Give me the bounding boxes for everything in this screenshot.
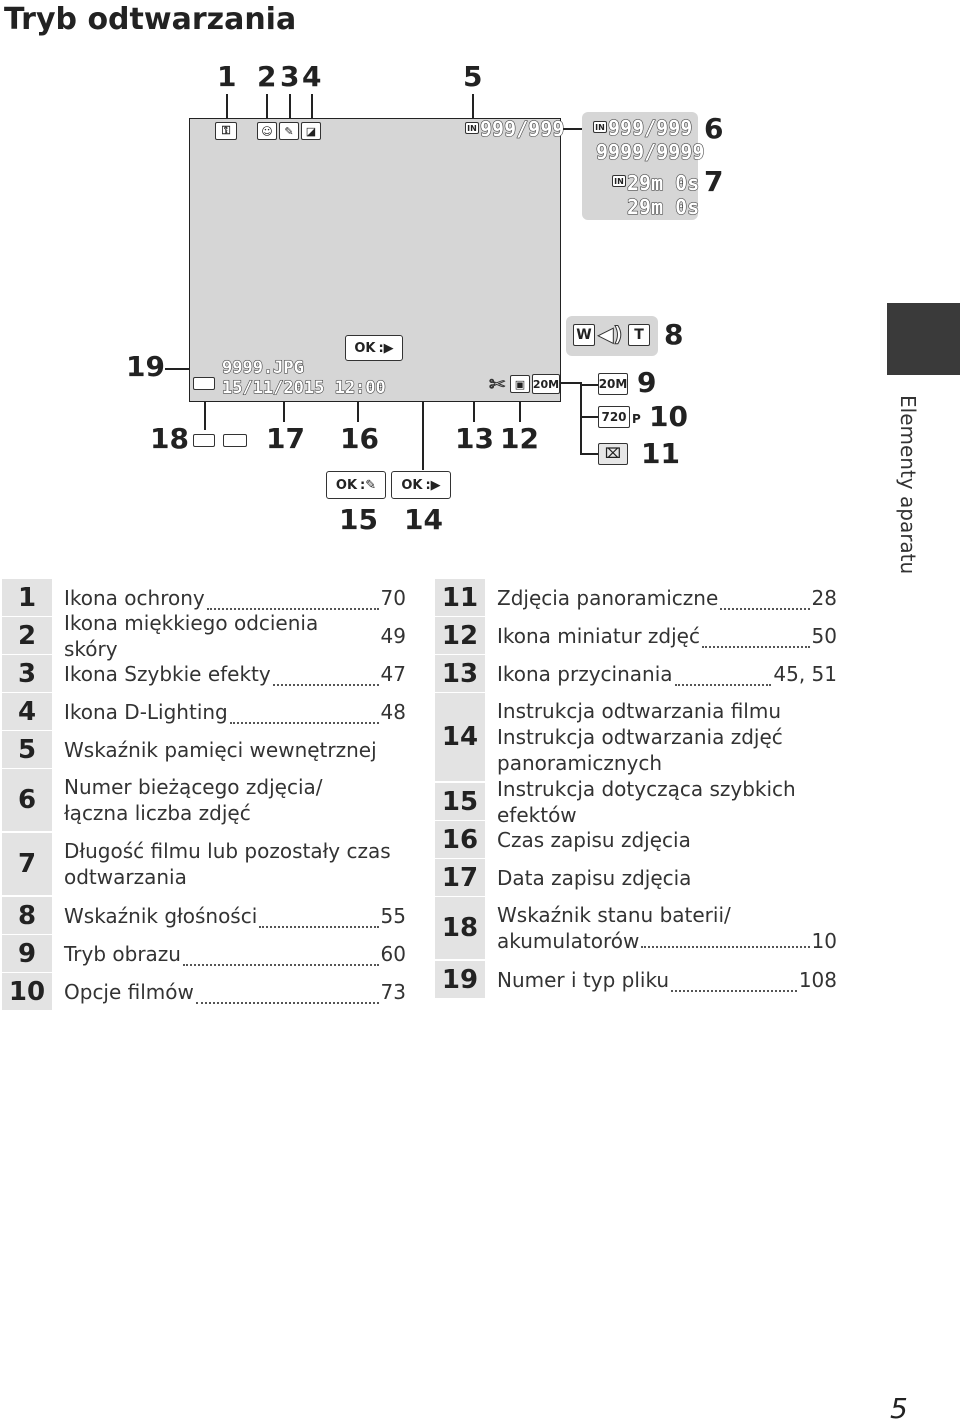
legend-entry (485, 617, 837, 654)
legend-entry (485, 776, 837, 827)
legend-number: 12 (435, 617, 485, 654)
ok-label: OK (335, 477, 358, 493)
legend-text: Ikona D-Lighting (64, 699, 228, 724)
legend-text-line2: łączna liczba zdjęć (64, 801, 251, 825)
callout-9: 9 (637, 366, 657, 399)
movie-options-icon: 720 (598, 406, 630, 428)
section-tab (887, 303, 960, 375)
frame-count: 999/999 (480, 117, 565, 141)
leader-line (266, 94, 268, 119)
image-mode-icon: 20M (598, 373, 628, 395)
protect-icon: ⚿ (215, 122, 237, 140)
legend-entry (52, 655, 406, 692)
legend-text: Wskaźnik głośności (64, 903, 258, 928)
legend-page[interactable]: 73 (380, 979, 406, 1004)
callout-15: 15 (339, 503, 378, 536)
legend-text: Wskaźnik stanu baterii/ (497, 903, 731, 927)
legend-row (435, 776, 837, 827)
legend-row (2, 731, 406, 768)
legend-number: 9 (2, 935, 52, 972)
legend-entry (485, 821, 837, 858)
callout-4: 4 (302, 60, 322, 93)
battery-icon (193, 377, 215, 390)
legend-entry (52, 935, 406, 972)
legend-number: 17 (435, 859, 485, 896)
legend-row (435, 897, 837, 959)
legend-row (435, 693, 837, 781)
quick-effects-icon: ✎ (279, 122, 299, 140)
legend-entry (52, 610, 406, 661)
image-mode-screen-icon: 20M (532, 374, 560, 394)
legend-row (2, 693, 406, 730)
legend-entry (485, 961, 837, 998)
battery-low-icon (223, 434, 247, 447)
legend-page[interactable]: 47 (380, 661, 406, 686)
legend-text: Numer i typ pliku (497, 967, 670, 992)
callout-2: 2 (257, 60, 277, 93)
internal-memory-icon: IN (593, 121, 607, 133)
play-icon: :▶ (378, 340, 394, 356)
page-number: 5 (890, 1392, 908, 1425)
callout-12: 12 (500, 422, 539, 455)
legend-page[interactable]: 10 (811, 929, 837, 953)
legend-entry (485, 655, 837, 692)
leader-line (226, 94, 228, 119)
legend-row (435, 859, 837, 896)
legend-text: Instrukcja dotycząca szybkich efektów (497, 776, 796, 827)
legend-number: 18 (435, 897, 485, 959)
date-time: 15/11/2015 12:00 (222, 378, 386, 398)
remaining-time: 29m 0s (627, 195, 700, 219)
legend-text: Ikona miniatur zdjęć (497, 623, 700, 648)
callout-11: 11 (641, 437, 680, 470)
page-title: Tryb odtwarzania (4, 2, 297, 37)
leader-line (580, 382, 582, 454)
legend-row (435, 961, 837, 998)
movie-length: 29m 0s (627, 171, 700, 195)
legend-page[interactable]: 55 (380, 903, 406, 928)
legend-number: 14 (435, 693, 485, 781)
ok-label: OK (401, 477, 423, 493)
legend-row (2, 610, 406, 661)
internal-memory-icon: IN (612, 175, 626, 187)
ok-label: OK (354, 340, 376, 356)
legend-text-line2: odtwarzania (64, 865, 187, 889)
legend-page[interactable]: 108 (798, 967, 837, 992)
movie-play-guide (391, 471, 451, 499)
leader-line (580, 453, 598, 455)
legend-text-line2: Instrukcja odtwarzania zdjęć (497, 725, 783, 749)
legend-row (2, 769, 406, 831)
zoom-tele-icon: T (628, 324, 650, 346)
internal-memory-icon: IN (465, 122, 479, 134)
legend-row (435, 617, 837, 654)
callout-3: 3 (280, 60, 300, 93)
leader-line (311, 94, 313, 119)
legend-entry (52, 833, 406, 895)
legend-entry (52, 973, 406, 1010)
zoom-wide-icon: W (573, 324, 595, 346)
callout-1: 1 (217, 60, 237, 93)
legend-number: 13 (435, 655, 485, 692)
legend-page[interactable]: 48 (380, 699, 406, 724)
legend-row (435, 579, 837, 616)
legend-entry (52, 731, 406, 768)
legend-text: Opcje filmów (64, 979, 194, 1004)
leader-line (558, 382, 582, 384)
legend-text: Ikona Szybkie efekty (64, 661, 271, 686)
legend-text: Ikona miękkiego odcienia skóry (64, 610, 319, 661)
legend-number: 5 (2, 731, 52, 768)
callout-19: 19 (126, 350, 165, 383)
callout-16: 16 (340, 422, 379, 455)
legend-number: 4 (2, 693, 52, 730)
legend-number: 6 (2, 769, 52, 831)
legend-number: 1 (2, 579, 52, 616)
legend-number: 16 (435, 821, 485, 858)
quick-effects-icon: :✎ (360, 477, 377, 493)
legend-page[interactable]: 45, 51 (773, 661, 837, 686)
legend-entry (52, 769, 406, 831)
legend-number: 7 (2, 833, 52, 895)
callout-5: 5 (463, 60, 483, 93)
callout-18: 18 (150, 422, 189, 455)
legend-text: Wskaźnik pamięci wewnętrznej (64, 737, 377, 762)
legend-text: Ikona ochrony (64, 585, 205, 610)
legend-text: Instrukcja odtwarzania filmu (497, 699, 782, 723)
skin-softening-icon: ☺ (257, 122, 277, 140)
quick-effects-guide (326, 471, 386, 499)
legend-page[interactable]: 49 (380, 623, 406, 648)
legend-entry (485, 897, 837, 959)
callout-10: 10 (649, 400, 688, 433)
legend-row (2, 973, 406, 1010)
legend-page[interactable]: 60 (380, 941, 406, 966)
ok-play-guide (345, 335, 403, 361)
battery-full-icon (193, 434, 215, 447)
legend-entry (52, 897, 406, 934)
alt-frame-count-total: 9999/9999 (596, 140, 705, 164)
legend-page[interactable]: 28 (811, 585, 837, 610)
legend-text-line2: akumulatorów (497, 929, 640, 953)
callout-7: 7 (704, 165, 724, 198)
legend-number: 3 (2, 655, 52, 692)
callout-6: 6 (704, 112, 724, 145)
legend-text-line3: panoramicznych (497, 751, 663, 775)
panorama-icon: ⌧ (598, 443, 628, 465)
callout-14: 14 (404, 503, 443, 536)
leader-line (472, 94, 474, 119)
small-picture-icon: ▣ (510, 375, 530, 393)
legend-number: 2 (2, 617, 52, 654)
legend-number: 11 (435, 579, 485, 616)
legend-text-line2-row (497, 928, 837, 954)
legend-page[interactable]: 70 (380, 585, 406, 610)
legend-page[interactable]: 50 (811, 623, 837, 648)
alt-frame-count: 999/999 (608, 116, 693, 140)
legend-text: Ikona przycinania (497, 661, 673, 686)
leader-line (289, 94, 291, 119)
legend-row (2, 833, 406, 895)
legend-number: 10 (2, 973, 52, 1010)
leader-line (580, 384, 598, 386)
section-side-label: Elementy aparatu (896, 395, 920, 575)
crop-icon: ✂ (489, 372, 506, 396)
legend-entry (485, 693, 837, 781)
speaker-icon: ◀) (598, 322, 623, 346)
legend-row (2, 897, 406, 934)
legend-entry (485, 859, 837, 896)
play-icon: :▶ (425, 477, 441, 493)
file-name: 9999.JPG (222, 358, 304, 378)
legend-text: Data zapisu zdjęcia (497, 865, 692, 890)
d-lighting-icon: ◪ (301, 122, 321, 140)
callout-8: 8 (664, 318, 684, 351)
leader-line (580, 416, 598, 418)
legend-text: Długość filmu lub pozostały czas (64, 839, 391, 863)
legend-row (435, 821, 837, 858)
legend-row (2, 655, 406, 692)
legend-entry (485, 579, 837, 616)
legend-text: Zdjęcia panoramiczne (497, 585, 719, 610)
legend-text: Czas zapisu zdjęcia (497, 827, 691, 852)
legend-entry (52, 693, 406, 730)
legend-row (435, 655, 837, 692)
legend-text: Tryb obrazu (64, 941, 181, 966)
legend-number: 19 (435, 961, 485, 998)
progressive-icon: P (632, 412, 641, 426)
legend-number: 8 (2, 897, 52, 934)
legend-row (2, 935, 406, 972)
callout-17: 17 (266, 422, 305, 455)
legend-number: 15 (435, 783, 485, 820)
callout-13: 13 (455, 422, 494, 455)
legend-text: Numer bieżącego zdjęcia/ (64, 775, 323, 799)
